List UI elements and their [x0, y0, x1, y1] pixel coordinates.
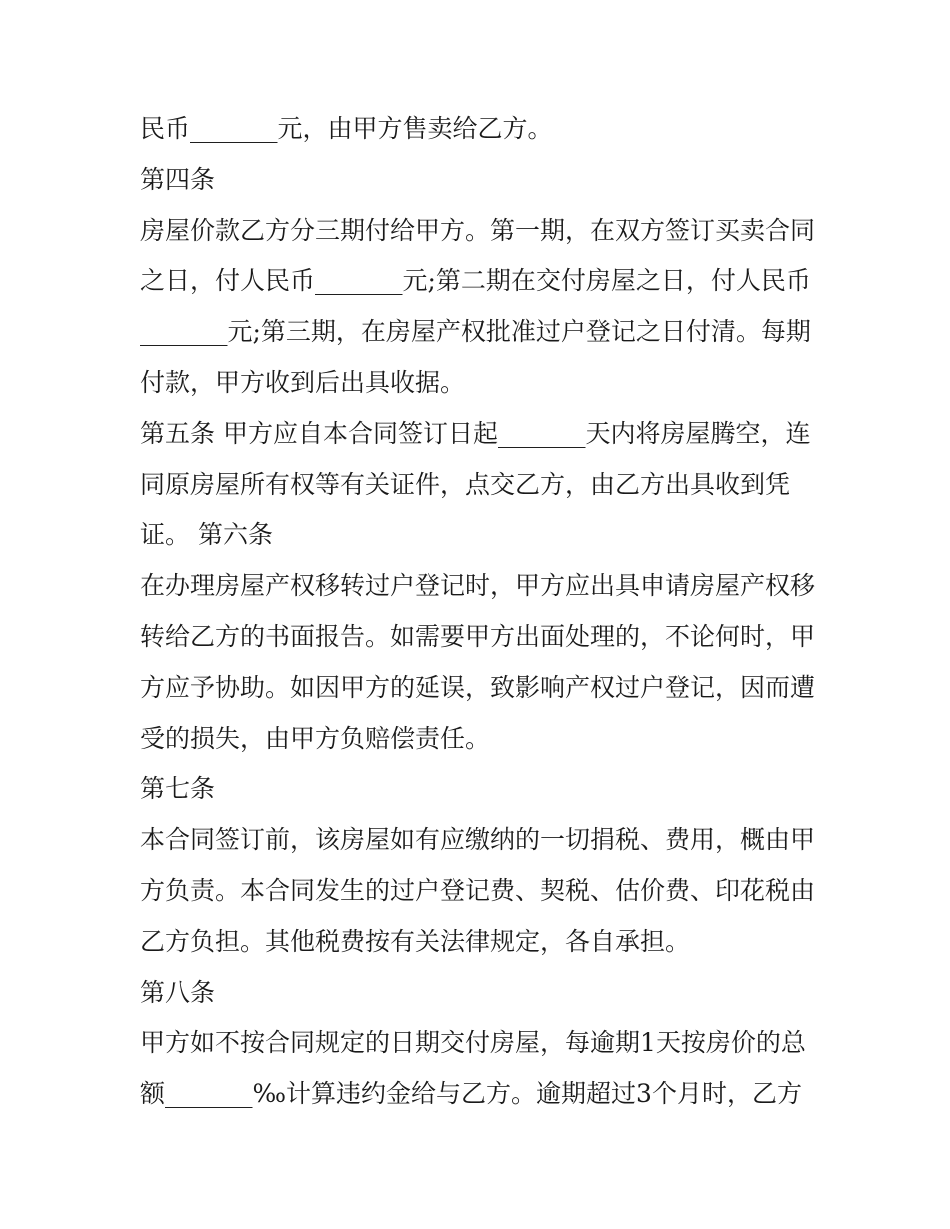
text-line: 房屋价款乙方分三期付给甲方。第一期，在双方签订买卖合同	[140, 215, 816, 245]
text-line: 之日，付人民币_______元;第二期在交付房屋之日，付人民币	[140, 266, 811, 296]
text-line: 本合同签订前，该房屋如有应缴纳的一切捐税、费用，概由甲	[140, 825, 816, 855]
text-line: 付款，甲方收到后出具收据。	[140, 367, 466, 397]
text-line: 民币_______元，由甲方售卖给乙方。	[140, 114, 553, 143]
text-line: 方负责。本合同发生的过户登记费、契税、估价费、印花税由	[140, 875, 816, 905]
document-body	[140, 104, 820, 1120]
article-heading: 第七条	[140, 774, 216, 804]
text-line: _______元;第三期，在房屋产权批准过户登记之日付清。每期	[140, 317, 811, 347]
text-line: 同原房屋所有权等有关证件，点交乙方，由乙方出具收到凭	[140, 469, 791, 499]
text-line: 额_______‰计算违约金给与乙方。逾期超过3个月时，乙方	[140, 1079, 802, 1109]
text-line: 甲方如不按合同规定的日期交付房屋，每逾期1天按房价的总	[140, 1028, 806, 1058]
text-line: 受的损失，由甲方负赔偿责任。	[140, 723, 491, 753]
text-line: 证。 第六条	[140, 520, 273, 550]
text-line: 乙方负担。其他税费按有关法律规定，各自承担。	[140, 926, 691, 956]
text-line: 第五条 甲方应自本合同签订日起_______天内将房屋腾空，连	[140, 418, 811, 448]
text-line: 转给乙方的书面报告。如需要甲方出面处理的，不论何时，甲	[140, 621, 816, 651]
text-line: 方应予协助。如因甲方的延误，致影响产权过户登记，因而遭	[140, 672, 816, 702]
article-heading: 第八条	[140, 977, 216, 1007]
article-heading: 第四条	[140, 164, 216, 194]
text-line: 在办理房屋产权移转过户登记时，甲方应出具申请房屋产权移	[140, 571, 816, 601]
